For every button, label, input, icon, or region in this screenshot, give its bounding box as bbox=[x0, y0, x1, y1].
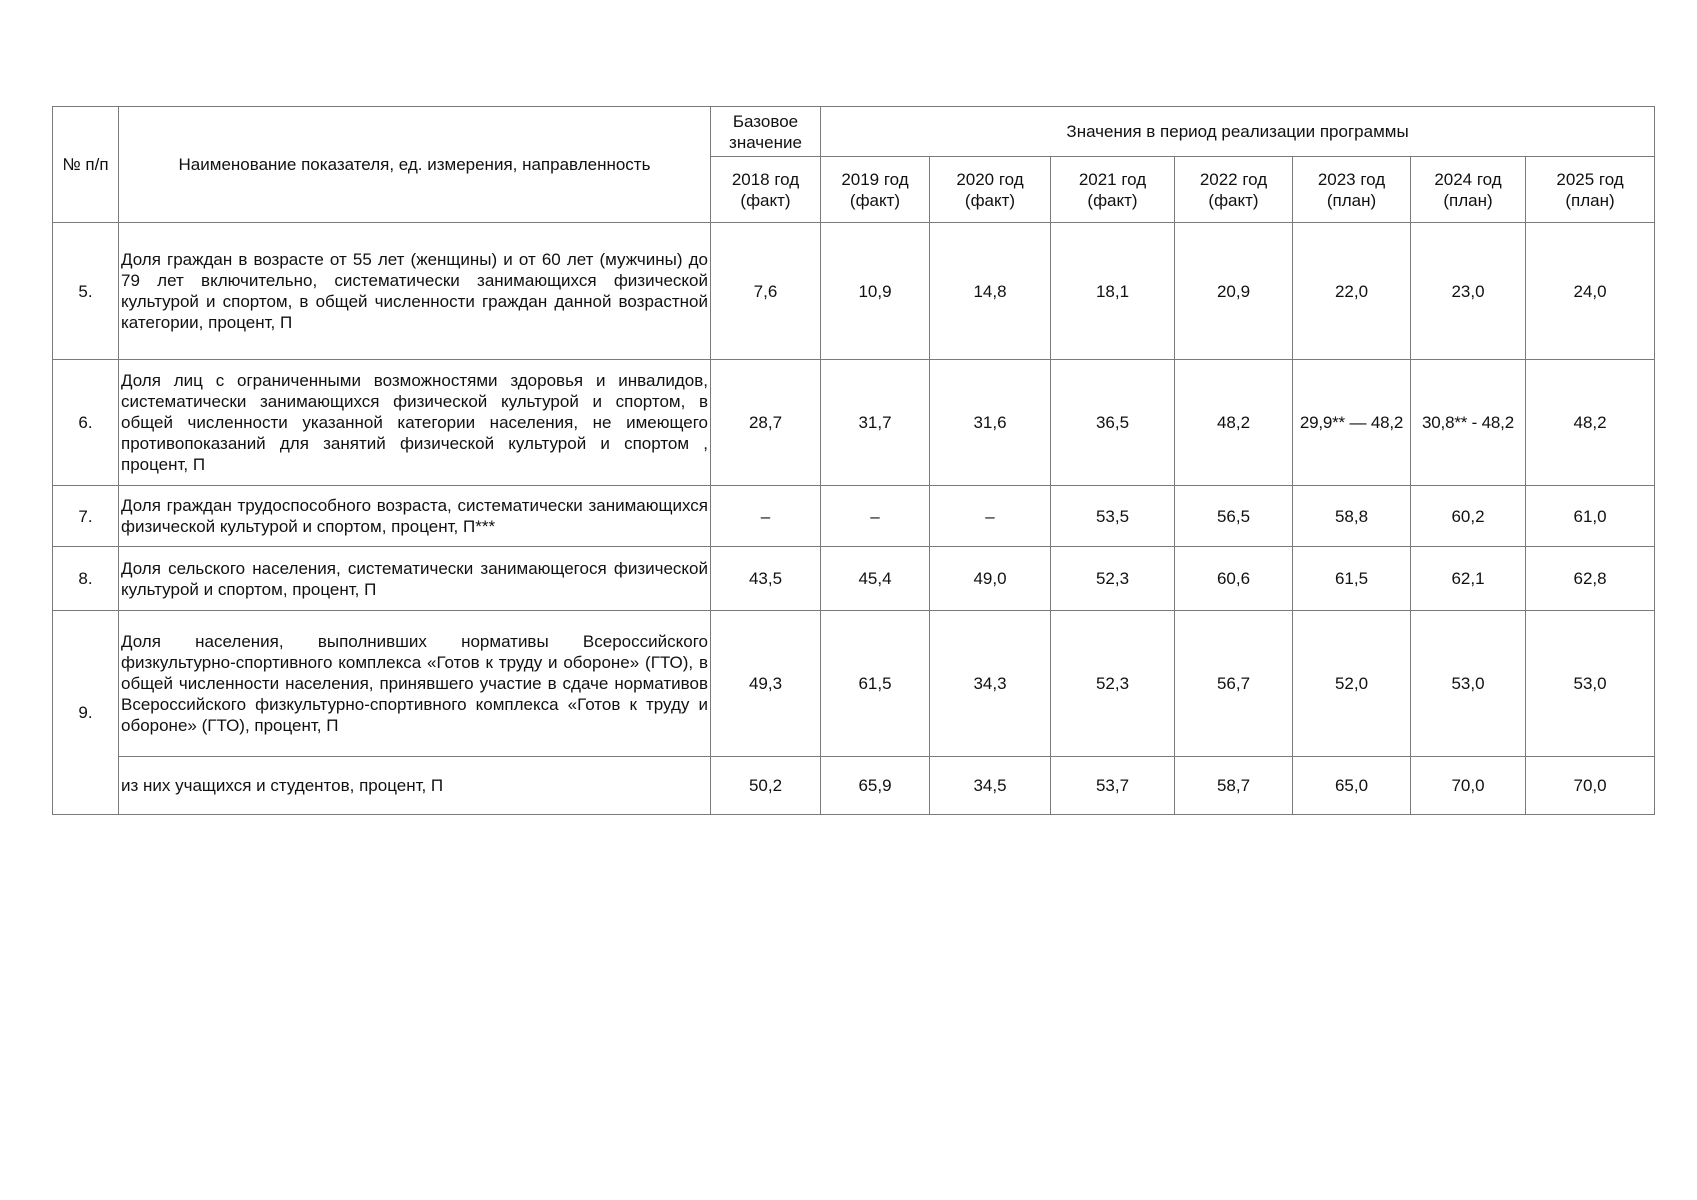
value-cell: 53,7 bbox=[1051, 757, 1175, 815]
value-cell: 53,0 bbox=[1526, 611, 1655, 757]
col-header-year bbox=[821, 157, 930, 223]
col-header-year bbox=[930, 157, 1051, 223]
value-cell: 56,5 bbox=[1175, 486, 1293, 547]
indicator-name: Доля сельского населения, систематически занимающегося физической культурой и спортом, процент, П bbox=[119, 547, 711, 611]
value-cell: 52,0 bbox=[1293, 611, 1411, 757]
col-header-year bbox=[711, 157, 821, 223]
value-cell: 65,0 bbox=[1293, 757, 1411, 815]
value-cell: 70,0 bbox=[1526, 757, 1655, 815]
value-cell: 58,8 bbox=[1293, 486, 1411, 547]
indicator-name: Доля лиц с ограниченными возможностями здоровья и инвалидов, систематически занимающихся физической культурой и спортом, в общей численности указанной категории населения, не имеющего противопоказаний для занятий физической культурой и спортом , процент, П bbox=[119, 360, 711, 486]
row-number: 9. bbox=[53, 611, 119, 815]
col-header-year bbox=[1175, 157, 1293, 223]
value-cell: 43,5 bbox=[711, 547, 821, 611]
indicators-document bbox=[52, 106, 1654, 815]
col-header-period: Значения в период реализации программы bbox=[821, 107, 1655, 157]
value-cell: 50,2 bbox=[711, 757, 821, 815]
row-number: 8. bbox=[53, 547, 119, 611]
value-cell: 24,0 bbox=[1526, 223, 1655, 360]
value-cell: 7,6 bbox=[711, 223, 821, 360]
table-row bbox=[53, 547, 1655, 611]
col-header-year bbox=[1526, 157, 1655, 223]
value-cell: 60,6 bbox=[1175, 547, 1293, 611]
year-status: (план) bbox=[1565, 190, 1615, 210]
indicator-name: Доля граждан в возрасте от 55 лет (женщины) и от 60 лет (мужчины) до 79 лет включительно, систематически занимающихся физической культурой и спортом, в общей численности граждан данной возрастной категории, процент, П bbox=[119, 223, 711, 360]
value-cell: 48,2 bbox=[1175, 360, 1293, 486]
value-cell: 20,9 bbox=[1175, 223, 1293, 360]
indicator-name: Доля граждан трудоспособного возраста, систематически занимающихся физической культурой и спортом, процент, П*** bbox=[119, 486, 711, 547]
value-cell: 31,7 bbox=[821, 360, 930, 486]
year-label: 2023 год bbox=[1317, 169, 1386, 189]
value-cell: 49,0 bbox=[930, 547, 1051, 611]
value-cell: – bbox=[930, 486, 1051, 547]
value-cell: 14,8 bbox=[930, 223, 1051, 360]
year-label: 2020 год bbox=[956, 169, 1024, 189]
value-cell: 22,0 bbox=[1293, 223, 1411, 360]
header-row-top bbox=[53, 107, 1655, 157]
value-cell: 61,0 bbox=[1526, 486, 1655, 547]
value-cell: 61,5 bbox=[821, 611, 930, 757]
value-cell: 62,1 bbox=[1411, 547, 1526, 611]
value-cell: 53,5 bbox=[1051, 486, 1175, 547]
indicators-table bbox=[52, 106, 1655, 815]
table-row bbox=[53, 611, 1655, 757]
value-cell: 29,9** — 48,2 bbox=[1293, 360, 1411, 486]
value-cell: 31,6 bbox=[930, 360, 1051, 486]
row-number: 7. bbox=[53, 486, 119, 547]
year-label: 2025 год bbox=[1556, 169, 1624, 189]
value-cell: 60,2 bbox=[1411, 486, 1526, 547]
value-cell: 58,7 bbox=[1175, 757, 1293, 815]
col-header-year bbox=[1293, 157, 1411, 223]
col-header-year bbox=[1411, 157, 1526, 223]
value-cell: 36,5 bbox=[1051, 360, 1175, 486]
value-cell: 30,8** - 48,2 bbox=[1411, 360, 1526, 486]
col-header-base: Базовое значение bbox=[711, 107, 821, 157]
value-cell: 56,7 bbox=[1175, 611, 1293, 757]
year-label: 2019 год bbox=[841, 169, 909, 189]
year-status: (факт) bbox=[740, 190, 791, 210]
year-label: 2024 год bbox=[1434, 169, 1502, 189]
year-label: 2021 год bbox=[1078, 169, 1147, 189]
value-cell: 48,2 bbox=[1526, 360, 1655, 486]
value-cell: – bbox=[711, 486, 821, 547]
value-cell: 49,3 bbox=[711, 611, 821, 757]
value-cell: 34,3 bbox=[930, 611, 1051, 757]
col-header-name: Наименование показателя, ед. измерения, направленность bbox=[119, 107, 711, 223]
value-cell: 18,1 bbox=[1051, 223, 1175, 360]
table-row bbox=[53, 360, 1655, 486]
row-number: 6. bbox=[53, 360, 119, 486]
indicator-name: Доля населения, выполнивших нормативы Всероссийского физкультурно-спортивного комплекса «Готов к труду и обороне» (ГТО), в общей численности населения, принявшего участие в сдаче нормативов Всероссийского физкультурно-спортивного комплекса «Готов к труду и обороне» (ГТО), процент, П bbox=[119, 611, 711, 757]
indicator-name: из них учащихся и студентов, процент, П bbox=[119, 757, 711, 815]
value-cell: 28,7 bbox=[711, 360, 821, 486]
value-cell: 45,4 bbox=[821, 547, 930, 611]
value-cell: 53,0 bbox=[1411, 611, 1526, 757]
year-status: (факт) bbox=[1087, 190, 1138, 210]
value-cell: 52,3 bbox=[1051, 611, 1175, 757]
year-status: (факт) bbox=[1208, 190, 1259, 210]
col-header-year bbox=[1051, 157, 1175, 223]
value-cell: 23,0 bbox=[1411, 223, 1526, 360]
year-status: (факт) bbox=[849, 190, 901, 210]
col-header-number: № п/п bbox=[53, 107, 119, 223]
year-label: 2018 год bbox=[731, 169, 800, 189]
value-cell: 62,8 bbox=[1526, 547, 1655, 611]
year-status: (факт) bbox=[964, 190, 1016, 210]
table-row bbox=[53, 486, 1655, 547]
year-label: 2022 год bbox=[1199, 169, 1268, 189]
value-cell: 61,5 bbox=[1293, 547, 1411, 611]
table-header bbox=[53, 107, 1655, 223]
year-status: (план) bbox=[1326, 190, 1377, 210]
table-body bbox=[53, 223, 1655, 815]
value-cell: 70,0 bbox=[1411, 757, 1526, 815]
table-row bbox=[53, 223, 1655, 360]
row-number: 5. bbox=[53, 223, 119, 360]
value-cell: 34,5 bbox=[930, 757, 1051, 815]
value-cell: 65,9 bbox=[821, 757, 930, 815]
table-row bbox=[53, 757, 1655, 815]
value-cell: – bbox=[821, 486, 930, 547]
year-status: (план) bbox=[1443, 190, 1493, 210]
value-cell: 10,9 bbox=[821, 223, 930, 360]
value-cell: 52,3 bbox=[1051, 547, 1175, 611]
